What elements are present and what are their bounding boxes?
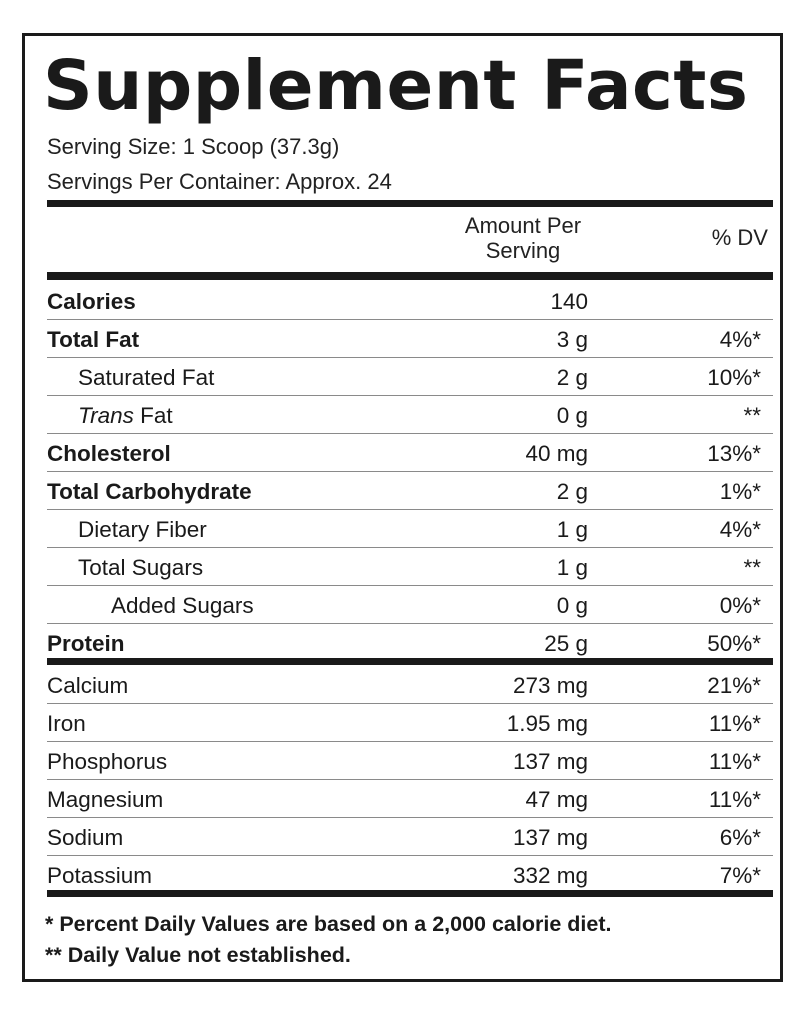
footnote-daily-values: * Percent Daily Values are based on a 2,000 calorie diet. (45, 912, 612, 936)
panel-title: Supplement Facts (43, 46, 749, 126)
nutrient-dv: 6%* (719, 825, 761, 850)
nutrient-amount: 140 (550, 289, 588, 314)
footnote-top-rule (47, 890, 773, 897)
trans-italic-text: Trans (78, 403, 134, 428)
nutrient-dv: ** (743, 555, 761, 580)
header-top-rule (47, 200, 773, 207)
amount-header-line2: Serving (485, 238, 561, 263)
nutrient-row-iron (47, 704, 773, 742)
servings-per-container: Servings Per Container: Approx. 24 (47, 169, 392, 194)
nutrient-amount: 2 g (556, 479, 588, 504)
serving-size: Serving Size: 1 Scoop (37.3g) (47, 134, 340, 159)
nutrient-amount: 1 g (556, 555, 588, 580)
nutrient-amount: 0 g (556, 593, 588, 618)
nutrient-amount: 40 mg (525, 441, 588, 466)
nutrient-amount: 1.95 mg (506, 711, 588, 736)
nutrient-amount: 0 g (556, 403, 588, 428)
nutrient-name: Dietary Fiber (78, 517, 207, 542)
nutrient-name: Saturated Fat (78, 365, 215, 390)
nutrient-dv: 11%* (708, 787, 761, 812)
nutrient-name: Total Sugars (78, 555, 204, 580)
nutrient-amount: 273 mg (512, 673, 588, 698)
nutrient-name: Cholesterol (47, 441, 171, 466)
nutrient-amount: 137 mg (512, 825, 588, 850)
nutrient-name: Added Sugars (111, 593, 254, 618)
nutrient-dv: 21%* (707, 673, 761, 698)
nutrient-dv: 4%* (719, 517, 761, 542)
nutrient-dv: 4%* (719, 327, 761, 352)
dv-header: % DV (711, 225, 768, 250)
nutrient-row-trans-fat (47, 396, 773, 434)
nutrient-row-added-sugars (47, 586, 773, 624)
trans-fat-rest-text: Fat (133, 403, 173, 428)
nutrient-name (78, 403, 173, 429)
amount-per-serving-header (423, 213, 623, 263)
nutrient-amount: 332 mg (512, 863, 588, 888)
nutrient-name: Total Fat (47, 327, 140, 352)
nutrient-name: Magnesium (47, 787, 164, 812)
nutrient-name: Potassium (47, 863, 153, 888)
nutrient-dv: 1%* (719, 479, 761, 504)
nutrient-name: Calories (47, 289, 136, 314)
nutrient-amount: 25 g (544, 631, 588, 656)
nutrient-dv: 11%* (708, 749, 761, 774)
nutrient-row-total-fat (47, 320, 773, 358)
nutrient-row-magnesium (47, 780, 773, 818)
nutrient-dv: 10%* (707, 365, 761, 390)
nutrient-row-calcium (47, 666, 773, 704)
nutrient-row-total-carbohydrate (47, 472, 773, 510)
nutrient-dv: 7%* (719, 863, 761, 888)
nutrient-dv: 13%* (707, 441, 761, 466)
nutrient-row-phosphorus (47, 742, 773, 780)
nutrient-amount: 47 mg (525, 787, 588, 812)
nutrient-dv: 0%* (719, 593, 761, 618)
nutrient-row-saturated-fat (47, 358, 773, 396)
nutrient-amount: 2 g (556, 365, 588, 390)
nutrient-name: Total Carbohydrate (47, 479, 252, 504)
header-bottom-rule (47, 272, 773, 280)
nutrient-name: Iron (47, 711, 86, 736)
nutrient-row-calories (47, 282, 773, 320)
nutrient-amount: 137 mg (512, 749, 588, 774)
protein-divider-rule (47, 658, 773, 665)
nutrient-row-protein (47, 624, 773, 662)
amount-header-line1: Amount Per (464, 213, 582, 238)
footnote-not-established: ** Daily Value not established. (45, 943, 351, 967)
nutrient-amount: 1 g (556, 517, 588, 542)
nutrient-name: Sodium (47, 825, 124, 850)
nutrient-row-dietary-fiber (47, 510, 773, 548)
nutrient-name: Calcium (47, 673, 129, 698)
nutrient-name: Protein (47, 631, 125, 656)
nutrient-row-cholesterol (47, 434, 773, 472)
nutrient-row-total-sugars (47, 548, 773, 586)
nutrient-dv: 11%* (708, 711, 761, 736)
nutrient-row-sodium (47, 818, 773, 856)
nutrient-dv: 50%* (707, 631, 761, 656)
supplement-facts-panel (22, 33, 783, 982)
nutrient-name: Phosphorus (47, 749, 168, 774)
nutrient-amount: 3 g (556, 327, 588, 352)
nutrient-dv: ** (743, 403, 761, 428)
nutrient-row-potassium (47, 856, 773, 894)
